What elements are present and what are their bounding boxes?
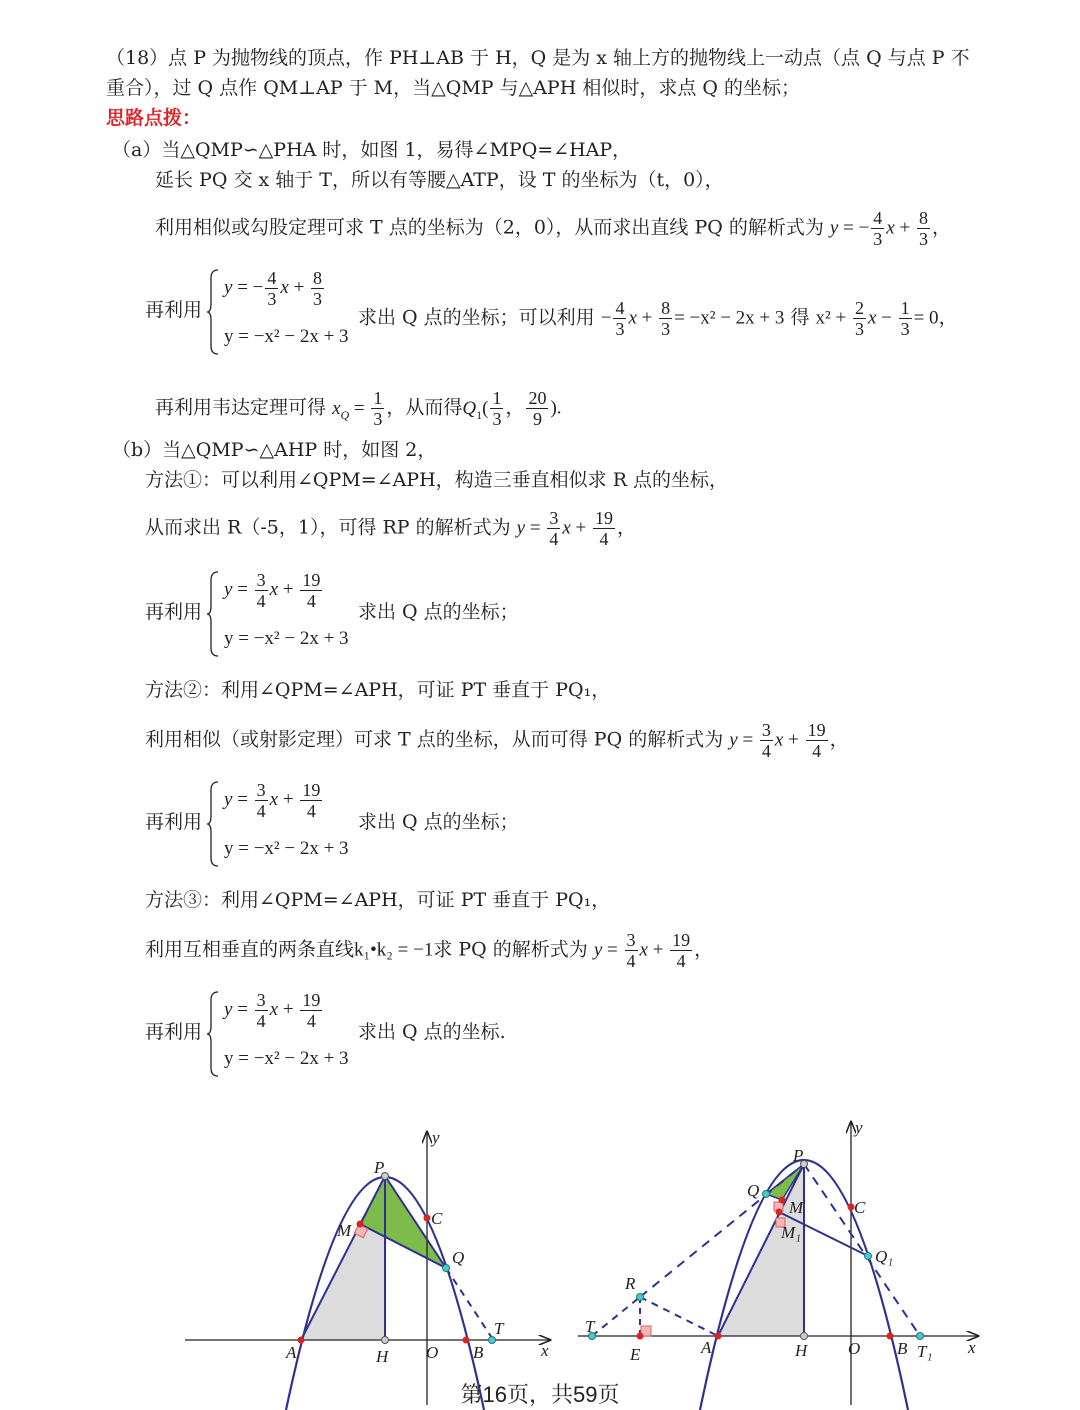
method-1-line-2: 从而求出 R（-5，1），可得 RP 的解析式为 y = $\frac{3}{4}$ x + $\frac{19}{4}$ ，: [145, 508, 636, 549]
label-o-2: O: [848, 1339, 861, 1358]
segment-pt1-dashed: [804, 1164, 920, 1336]
case-a-line-1: （a）当△QMP∽△PHA 时，如图 1，易得∠MPQ=∠HAP，: [112, 139, 632, 161]
label-c-2: C: [854, 1198, 866, 1217]
label-q-1: Q: [452, 1248, 465, 1267]
case-a-vieta: 再利用韦达定理可得 $x_Q$ = $\frac{1}{3}$ ，从而得$Q_1$( $\frac{1}{3}$ ， $\frac{20}{9}$ ).: [155, 388, 562, 429]
label-x-2: x: [968, 1338, 976, 1357]
segment-tr-dashed: [592, 1297, 640, 1336]
point-a-2: [715, 1333, 722, 1340]
point-r-2: [637, 1294, 644, 1301]
method-3-use-label: 再利用: [145, 1021, 203, 1043]
case-b-line-1: （b）当△QMP∽△AHP 时，如图 2，: [112, 439, 437, 461]
parabola-eq-a: y = −x² − 2x + 3: [224, 326, 349, 347]
label-m-2: M: [789, 1198, 804, 1217]
a-slope-frac: $\frac{4}{3}$: [873, 208, 883, 249]
method-2-line-1: 方法②：利用∠QPM=∠APH，可证 PT 垂直于 PQ₁，: [145, 679, 611, 701]
label-y-2: y: [855, 1118, 863, 1137]
label-o-1: O: [426, 1343, 439, 1362]
label-q1-2: Q₁: [875, 1247, 894, 1266]
point-q1-2: [865, 1253, 872, 1260]
label-b-1: B: [473, 1343, 484, 1362]
label-e-2: E: [630, 1345, 641, 1364]
label-p-2: P: [793, 1146, 804, 1165]
label-a-1: A: [286, 1343, 297, 1362]
point-q-1: [443, 1265, 450, 1272]
page-footer: 第16页，共59页: [460, 1382, 620, 1407]
label-b-2: B: [897, 1339, 908, 1358]
point-b-1: [463, 1337, 470, 1344]
method-3-find-q: 求出 Q 点的坐标.: [358, 1021, 506, 1043]
point-c-1: [424, 1215, 431, 1222]
equation-system-b1: y = $\frac{3}{4}$ x + $\frac{19}{4}$ y = −x² − 2x + 3: [206, 570, 366, 660]
label-c-1: C: [431, 1209, 443, 1228]
case-a-line-2: 延长 PQ 交 x 轴于 T，所以有等腰△ATP，设 T 的坐标为（t，0），: [155, 169, 724, 191]
point-m-2: [779, 1197, 786, 1204]
problem-line-1: （18）点 P 为抛物线的顶点，作 PH⊥AB 于 H，Q 是为 x 轴上方的抛物线上一动点（点 Q 与点 P 不: [106, 47, 970, 69]
label-x-1: x: [541, 1341, 549, 1360]
method-1-line-1: 方法①：可以利用∠QPM=∠APH，构造三垂直相似求 R 点的坐标，: [145, 469, 729, 491]
equation-system-a: y = − $\frac{4}{3}$ x + $\frac{8}{3}$ y = −x² − 2x + 3: [206, 268, 366, 358]
point-q-2: [763, 1191, 770, 1198]
point-a-1: [298, 1337, 305, 1344]
label-y-1: y: [432, 1128, 440, 1147]
case-a-line-3: 利用相似或勾股定理可求 T 点的坐标为（2，0），从而求出直线 PQ 的解析式为 y = − $\frac{4}{3}$ x + $\frac{8}{3}$ ，: [155, 208, 951, 249]
figure-1: [180, 1125, 560, 1410]
figure-2: [570, 1118, 990, 1410]
label-a-2: A: [701, 1338, 712, 1357]
equation-system-b3: y = $\frac{3}{4}$ x + $\frac{19}{4}$ y = −x² − 2x + 3: [206, 990, 366, 1080]
method-2-line-2: 利用相似（或射影定理）可求 T 点的坐标，从而可得 PQ 的解析式为 y = $\frac{3}{4}$ x + $\frac{19}{4}$ ，: [145, 720, 849, 761]
method-1-use-label: 再利用: [145, 601, 203, 623]
problem-line-2: 重合），过 Q 点作 QM⊥AP 于 M，当△QMP 与△APH 相似时，求点 Q 的坐标；: [106, 77, 800, 99]
point-e-2: [637, 1333, 644, 1340]
segment-ra-dashed: [640, 1297, 718, 1336]
label-h-2: H: [795, 1341, 808, 1360]
label-h-1: H: [376, 1347, 389, 1366]
hint-title: 思路点拨：: [106, 107, 202, 129]
case-a-line-3-text: 利用相似或勾股定理可求 T 点的坐标为（2，0），从而求出直线 PQ 的解析式为: [155, 216, 824, 239]
point-t1-2: [917, 1333, 924, 1340]
method-1-find-q: 求出 Q 点的坐标；: [358, 601, 519, 623]
label-t-2: T: [585, 1317, 595, 1336]
point-b-2: [887, 1333, 894, 1340]
label-q-2: Q: [747, 1181, 760, 1200]
label-t1-2: T₁: [917, 1342, 933, 1361]
point-m1-2: [776, 1209, 783, 1216]
method-3-line-2: 利用互相垂直的两条直线k₁•k₂ = −1求 PQ 的解析式为 y = $\frac{3}{4}$ x + $\frac{19}{4}$ ，: [145, 930, 714, 971]
case-a-find-q: 求出 Q 点的坐标；可以利用 − $\frac{4}{3}$ x + $\frac{8}{3}$ = −x² − 2x + 3 得 x² + $\frac{2}{3}$ x − $\frac{1}{3}$ = 0，: [358, 298, 958, 339]
equation-system-b2: y = $\frac{3}{4}$ x + $\frac{19}{4}$ y = −x² − 2x + 3: [206, 780, 366, 870]
method-3-line-1: 方法③：利用∠QPM=∠APH，可证 PT 垂直于 PQ₁，: [145, 889, 611, 911]
point-m-1: [357, 1221, 364, 1228]
a-intercept-frac: $\frac{8}{3}$: [918, 208, 928, 249]
label-r-2: R: [625, 1274, 636, 1293]
label-m-1: M: [337, 1221, 352, 1240]
label-m1-2: M₁: [781, 1223, 802, 1242]
method-2-find-q: 求出 Q 点的坐标；: [358, 811, 519, 833]
label-p-1: P: [374, 1158, 385, 1177]
point-h-2: [801, 1333, 808, 1340]
case-a-use-label: 再利用: [145, 299, 203, 321]
segment-qt-dashed-1: [446, 1268, 492, 1338]
label-t-1: T: [494, 1319, 504, 1338]
point-h-1: [382, 1337, 389, 1344]
method-2-use-label: 再利用: [145, 811, 203, 833]
